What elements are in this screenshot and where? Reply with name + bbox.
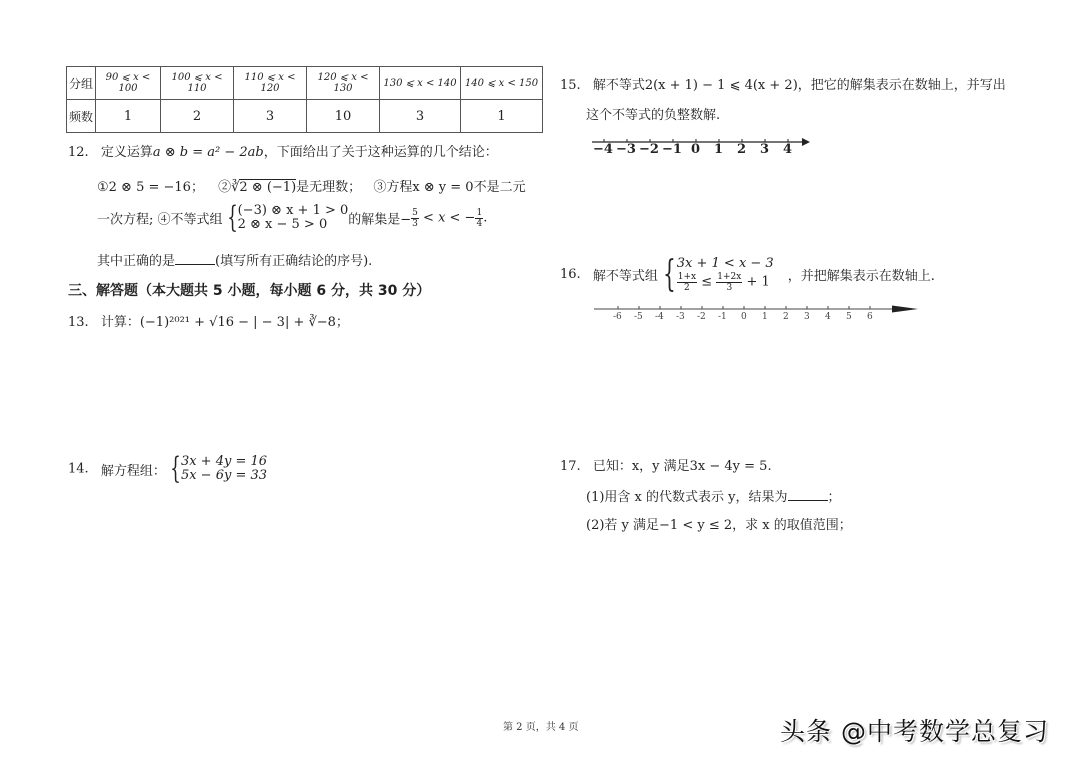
conclusion-4: 一次方程; ④不等式组 [97, 212, 223, 228]
denominator: 2 [684, 283, 690, 293]
table-cell: 130 ⩽ x < 140 [380, 67, 461, 100]
question-text: ，下面给出了关于这种运算的几个结论： [263, 145, 498, 160]
question-17-line1 [560, 455, 772, 474]
question-12-line2 [97, 176, 526, 195]
question-16 [560, 253, 935, 295]
axis-label: 4 [825, 312, 831, 322]
question-12-line1 [68, 141, 498, 160]
circle-number: ② [218, 180, 232, 195]
question-14 [68, 451, 268, 486]
question-number: 13. [68, 315, 89, 330]
conclusion-2 [218, 180, 361, 195]
axis-label: −4 [593, 142, 613, 157]
table-cell: 1 [96, 100, 161, 133]
question-text: < x < − [418, 210, 476, 226]
axis-label: 4 [783, 142, 793, 157]
section-heading: 三、解答题（本大题共 5 小题，每小题 6 分，共 30 分） [68, 283, 431, 299]
table-cell: 1 [461, 100, 543, 133]
table-cell: 110 ⩽ x < 120 [234, 67, 307, 100]
axis-label: -5 [634, 312, 643, 322]
question-text: 定义运算 [100, 145, 153, 160]
row-header-group: 分组 [67, 67, 96, 100]
axis-label: −1 [662, 142, 682, 157]
formula: a ⊗ b = a² − 2ab [152, 145, 264, 160]
question-text: 解方程组： [100, 463, 166, 479]
table-cell: 100 ⩽ x < 110 [161, 67, 234, 100]
question-17-part1 [586, 486, 841, 505]
conclusion-1: ①2 ⊗ 5 = −16； [97, 180, 204, 195]
operator: ≤ [697, 274, 717, 290]
frequency-table [66, 66, 543, 133]
question-13 [68, 311, 349, 330]
numerator: 1+2x [717, 272, 742, 282]
question-number: 15. [560, 78, 581, 93]
table-cell: 120 ⩽ x < 130 [307, 67, 380, 100]
left-brace-icon: { [170, 451, 181, 486]
question-text: 计算： [100, 315, 140, 330]
answer-blank[interactable] [175, 252, 215, 265]
equation-1: 3x + 4y = 16 [180, 454, 268, 469]
fraction [716, 272, 742, 293]
expression: (−1)²⁰²¹ + √16 − | − 3| + ∛−8； [139, 315, 349, 330]
axis-label: 0 [741, 312, 747, 322]
question-text: 的解集是− [348, 212, 412, 228]
axis-label: 5 [846, 312, 852, 322]
axis-label: 2 [783, 312, 789, 322]
question-12-line3 [97, 200, 488, 235]
table-cell: 3 [234, 100, 307, 133]
question-12-line4 [97, 250, 372, 269]
radicand: 2 ⊗ (−1) [239, 180, 297, 195]
axis-label: -6 [613, 312, 622, 322]
table-cell: 2 [161, 100, 234, 133]
numerator: 5 [412, 207, 418, 218]
operator: + 1 [742, 274, 770, 290]
question-15-line1 [560, 74, 1006, 93]
axis-label: 1 [762, 312, 768, 322]
axis-label: 3 [804, 312, 810, 322]
watermark: 头条 @中考数学总复习 [780, 717, 1049, 746]
question-text: 是无理数； [296, 180, 362, 195]
question-text: ； [827, 490, 841, 505]
fraction [677, 272, 697, 293]
question-number: 17. [560, 459, 581, 474]
question-text: (1)用含 x 的代数式表示 y，结果为 [586, 490, 788, 505]
question-text: 已知：x，y 满足3x − 4y = 5. [592, 459, 772, 474]
axis-label: 2 [737, 142, 747, 157]
question-text: 其中正确的是 [97, 254, 176, 269]
system-line-2: 2 ⊗ x − 5 > 0 [237, 217, 328, 232]
axis-label: -1 [718, 312, 727, 322]
fraction [411, 208, 419, 229]
table-cell: 3 [380, 100, 461, 133]
table-cell: 10 [307, 100, 380, 133]
answer-blank[interactable] [788, 488, 828, 501]
axis-label: −3 [616, 142, 636, 157]
table-cell: 140 ⩽ x < 150 [461, 67, 543, 100]
number-line-16 [592, 302, 922, 332]
number-line-15 [590, 132, 810, 162]
denominator: 4 [476, 218, 483, 229]
question-number: 14. [68, 461, 89, 477]
system-line-1: 3x + 1 < x − 3 [676, 256, 774, 271]
table-cell: 90 ⩽ x < 100 [96, 67, 161, 100]
page-footer: 第 2 页，共 4 页 [503, 722, 579, 733]
row-header-frequency: 频数 [67, 100, 96, 133]
question-text: 解不等式组 [592, 269, 658, 284]
question-text: . [483, 210, 488, 226]
system-line-1: (−3) ⊗ x + 1 > 0 [237, 203, 349, 218]
denominator: 3 [726, 283, 733, 293]
axis-label: -3 [676, 312, 685, 322]
denominator: 3 [412, 218, 418, 229]
axis-label: 1 [714, 142, 724, 157]
table-row-groups [67, 67, 543, 100]
conclusion-3: ③方程x ⊗ y = 0不是二元 [373, 180, 526, 195]
system-line-2 [677, 272, 774, 293]
axis-label: 6 [867, 312, 873, 322]
question-number: 12. [68, 145, 89, 160]
question-text: (填写所有正确结论的序号). [215, 254, 373, 269]
inequality-system [238, 204, 349, 232]
numerator: 1 [476, 207, 483, 218]
axis-label: -4 [655, 312, 664, 322]
axis-label: −2 [639, 142, 659, 157]
left-brace-icon: { [662, 253, 676, 295]
equation-2: 5x − 6y = 33 [180, 468, 268, 483]
question-text: ，并把解集表示在数轴上. [787, 269, 935, 284]
question-15-line2: 这个不等式的负整数解. [586, 108, 721, 123]
axis-label: 0 [691, 142, 701, 157]
question-17-part2: (2)若 y 满足−1 < y ≤ 2，求 x 的取值范围； [586, 518, 852, 533]
numerator: 1+x [677, 272, 697, 282]
question-number: 16. [560, 267, 581, 282]
equation-system [181, 455, 267, 483]
inequality-system [677, 256, 774, 293]
question-text: 解不等式2(x + 1) − 1 ⩽ 4(x + 2)，把它的解集表示在数轴上，并写出 [592, 78, 1006, 93]
axis-label: 3 [760, 142, 770, 157]
table-row-frequencies [67, 100, 543, 133]
cube-root-icon: ∛ [231, 180, 240, 195]
left-brace-icon: { [226, 200, 238, 235]
axis-label: -2 [697, 312, 706, 322]
